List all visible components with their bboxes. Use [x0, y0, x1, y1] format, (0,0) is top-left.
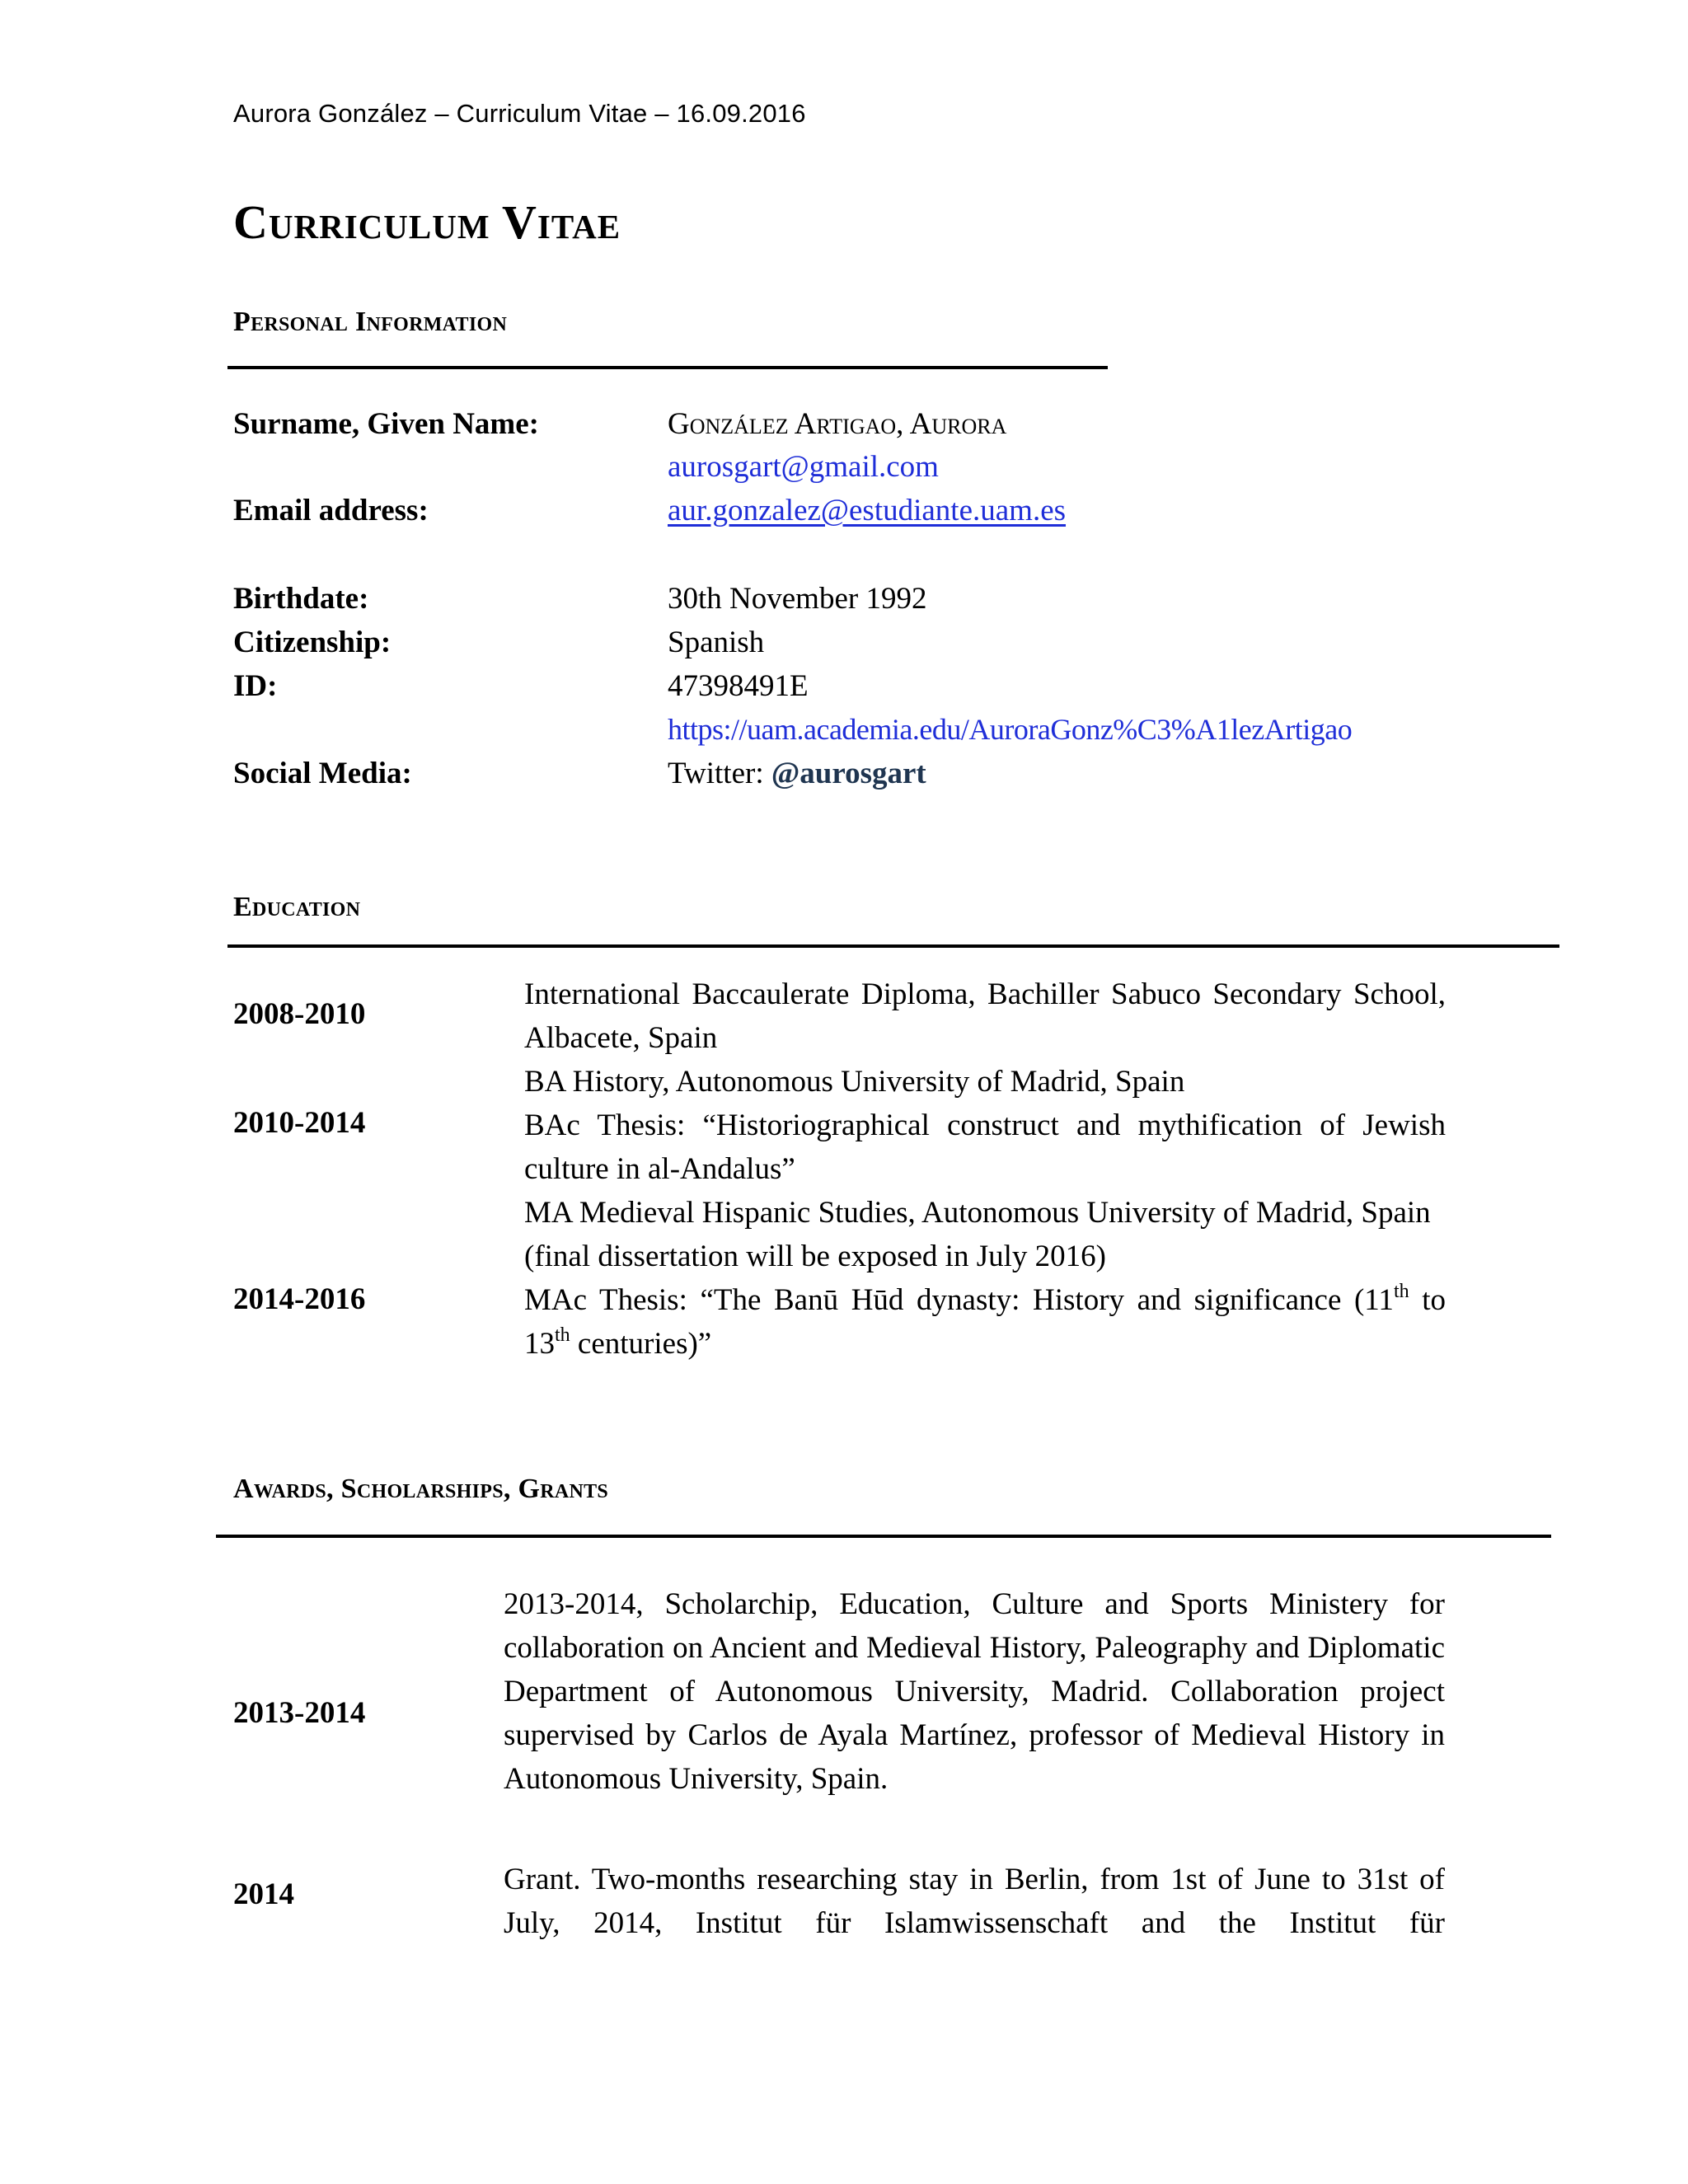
document-title: Curriculum Vitae — [233, 195, 621, 249]
name-label: Surname, Given Name: — [233, 407, 539, 441]
birthdate-value: 30th November 1992 — [668, 582, 927, 616]
education-item-ba: BA History, Autonomous University of Madrid, Spain — [524, 1065, 1185, 1099]
award-entry-1: 2013-2014, Scholarchip, Education, Culture and Sports Ministery for collaboration on Ancient and Medieval History, Paleography and Diplomatic Department of Autonomous University, Madrid. Collaboration project supervised by Carlos de Ayala Martínez, professor of Medieval History in Autonomous University, Spain. — [504, 1587, 1445, 1796]
education-item-baccalaureate: International Baccaulerate Diploma, Bachiller Sabuco Secondary School, Albacete, Spain — [524, 977, 1446, 1055]
education-item-ma-note: (final dissertation will be exposed in July 2016) — [524, 1240, 1106, 1273]
birthdate-label: Birthdate: — [233, 582, 369, 616]
education-years-1: 2008-2010 — [233, 997, 366, 1031]
twitter-prefix: Twitter: — [668, 757, 764, 790]
twitter-line — [668, 756, 926, 791]
id-label: ID: — [233, 669, 278, 703]
education-years-3: 2014-2016 — [233, 1282, 366, 1316]
personal-information-heading: Personal Information — [233, 307, 508, 337]
citizenship-label: Citizenship: — [233, 626, 392, 659]
email-link-uam[interactable]: aur.gonzalez@estudiante.uam.es — [668, 494, 1067, 527]
academia-link[interactable]: https://uam.academia.edu/AuroraGonz%C3%A1lezArtigao — [668, 713, 1353, 746]
education-item-ba-thesis: BAc Thesis: “Historiographical construct and mythification of Jewish culture in al-Andalus” — [524, 1108, 1446, 1186]
running-header: Aurora González – Curriculum Vitae – 16.09.2016 — [233, 99, 806, 128]
education-item-ma: MA Medieval Hispanic Studies, Autonomous University of Madrid, Spain — [524, 1196, 1431, 1230]
awards-rule — [216, 1535, 1551, 1538]
ma-thesis-part-c: centuries)” — [570, 1327, 712, 1361]
education-details — [524, 972, 1446, 1366]
education-heading: Education — [233, 892, 361, 922]
education-rule — [227, 944, 1559, 948]
email-label: Email address: — [233, 494, 429, 527]
ma-thesis-part-a: MAc Thesis: “The Banū Hūd dynasty: History and significance (11 — [524, 1283, 1394, 1317]
ma-thesis-sup-1: th — [1393, 1281, 1409, 1302]
twitter-handle-link[interactable]: @aurosgart — [771, 757, 926, 790]
education-years-2: 2010-2014 — [233, 1106, 366, 1140]
ma-thesis-part-b: to 13 — [524, 1283, 1446, 1361]
award-entry-2: Grant. Two-months researching stay in Berlin, from 1st of June to 31st of July, 2014, Institut für Islamwissenschaft and the Institut für — [504, 1863, 1445, 1940]
education-item-ma-thesis — [524, 1278, 1446, 1366]
ma-thesis-sup-2: th — [555, 1324, 570, 1346]
awards-heading: Awards, Scholarships, Grants — [233, 1474, 609, 1504]
citizenship-value: Spanish — [668, 626, 765, 659]
social-media-label: Social Media: — [233, 757, 412, 790]
personal-information-rule — [227, 366, 1108, 369]
email-link-gmail[interactable]: aurosgart@gmail.com — [668, 450, 939, 484]
name-value: González Artigao, Aurora — [668, 407, 1007, 441]
awards-years-2: 2014 — [233, 1877, 294, 1911]
id-value: 47398491E — [668, 669, 809, 703]
awards-years-1: 2013-2014 — [233, 1696, 366, 1730]
